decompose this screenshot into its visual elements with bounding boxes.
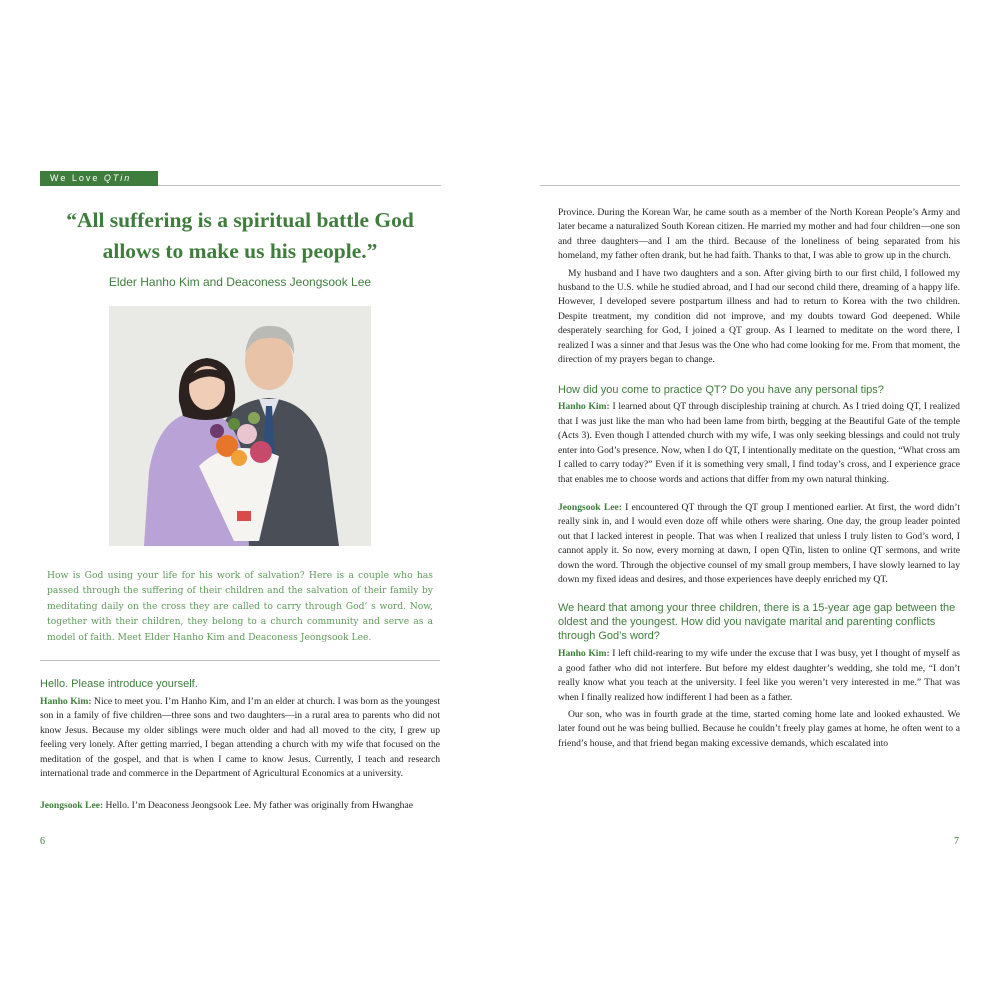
section-tab bbox=[40, 171, 158, 186]
answer-jeongsook-2-text: I encountered QT through the QT group I mentioned earlier. At first, the word didn’t really sink in, and I would even doze off while others were sharing. One day, the group leader pointed out that I lacked interest in people. That was when I realized that unless I truly listen to God’s word, I cannot apply it. So now, every morning at dawn, I open QTin, listen to online QT sermons, and write down the word. Through the objective counsel of my small group members, I have slowly learned to lay down my fixed ideas and desires, and those experiences have deeply enriched my QT. bbox=[558, 501, 960, 585]
section-tab-prefix: We Love bbox=[50, 173, 104, 183]
speaker-label: Jeongsook Lee: bbox=[558, 501, 622, 513]
question-intro: Hello. Please introduce yourself. bbox=[40, 678, 198, 690]
paragraph-son: Our son, who was in fourth grade at the time, started coming home late and looked exhausted. We later found out he was being bullied. Because he couldn’t freely play games at home, he often went to a friend’s house, and that friend began making excessive demands, which escalated into bbox=[558, 708, 960, 749]
header-rule bbox=[158, 185, 441, 186]
article-subtitle: Elder Hanho Kim and Deaconess Jeongsook Lee bbox=[108, 275, 372, 289]
left-body bbox=[40, 677, 440, 814]
question-parenting: We heard that among your three children, there is a 15-year age gap between the oldest and the youngest. How did you navigate marital and parenting conflicts through God’s word? bbox=[558, 602, 956, 643]
answer-hanho-3-text: I left child-rearing to my wife under the excuse that I was busy, yet I thought of myself as a good father who did not interfere. But before my eldest daughter’s wedding, she told me, “I don’t really know what you teach at the university. I feel like you weren’t very interested in me.” That was when I finally realized how indifferent I had been as a father. bbox=[558, 648, 960, 703]
right-page bbox=[500, 0, 1000, 1000]
couple-photo bbox=[109, 306, 371, 546]
speaker-label: Hanho Kim: bbox=[558, 401, 610, 413]
answer-hanho-3 bbox=[558, 647, 960, 705]
page-number-right: 7 bbox=[954, 836, 959, 847]
question-qt-tips: How did you come to practice QT? Do you have any personal tips? bbox=[558, 384, 884, 397]
speaker-label: Jeongsook Lee: bbox=[40, 800, 104, 812]
answer-hanho-1 bbox=[40, 695, 440, 781]
speaker-label: Hanho Kim: bbox=[40, 696, 92, 707]
speaker-label: Hanho Kim: bbox=[558, 648, 610, 660]
intro-paragraph: How is God using your life for his work of salvation? Here is a couple who has passed through the suffering of their children and the salvation of their family by meditating daily on the cross they are called to carry through God’ s word. Now, together with their children, they belong to a church community and serve as a model of faith. Meet Elder Hanho Kim and Deaconess Jeongsook Lee. bbox=[47, 570, 433, 643]
paragraph-family: My husband and I have two daughters and a son. After giving birth to our first child, I followed my husband to the U.S. while he studied abroad, and I had our second child there, dreaming of a happy life. However, I developed severe postpartum illness and had to return to Korea with the two children. Despite treatment, my condition did not improve, and my doubts toward God deepened. While desperately searching for God, I joined a QT group. As I learned to meditate on the word there, I realized I was a sinner and that Jesus was the One who had come looking for me. From that moment, the direction of my prayers began to change. bbox=[558, 267, 960, 366]
header-rule bbox=[540, 185, 960, 186]
answer-hanho-2-text: I learned about QT through discipleship training at church. As I tried doing QT, I realized that I was just like the man who had been lame from birth, begging at the Beautiful Gate of the temple (Acts 3). Even though I attended church with my wife, I was only seeking blessings and could not truly enter into God’s presence. Now, when I do QT, I intentionally meditate on the question, “What cross am I called to carry today?” Even if it is something very small, I find today’s cross, and I experience grace that enables me to choose words and actions that differ from my own natural thinking. bbox=[558, 401, 960, 485]
answer-jeongsook-1-text: Hello. I’m Deaconess Jeongsook Lee. My father was originally from Hwanghae bbox=[103, 800, 413, 812]
intro-rule bbox=[40, 660, 440, 661]
page-number-left: 6 bbox=[40, 836, 45, 847]
section-tab-qtin: QTin bbox=[103, 173, 132, 183]
answer-hanho-2 bbox=[558, 400, 960, 486]
answer-jeongsook-1 bbox=[40, 799, 440, 813]
article-title: “All suffering is a spiritual battle God allows to make us his people.” bbox=[66, 208, 414, 263]
answer-hanho-1-text: Nice to meet you. I’m Hanho Kim, and I’m an elder at church. I was born as the youngest son in a family of five children—three sons and two daughters—in a rural area to parents who did not know Jesus. Because my older siblings were much older and had all moved to the city, I grew up feeling very lonely. After getting married, I began attending a church with my wife that focused on the meditation of the gospel, and that is when I came to know Jesus. Currently, I teach and research international trade and commerce in the Department of Agricultural Economics at a university. bbox=[40, 696, 440, 780]
answer-jeongsook-2 bbox=[558, 501, 960, 587]
paragraph-continued: Province. During the Korean War, he came south as a member of the North Korean People’s Army and later became a naturalized South Korean citizen. He married my mother and had four children—one son and three daughters—and I am the third. Because of the loneliness of being separated from his homeland, my father often drank, but he had faith. Thanks to that, I was able to grow up in the church. bbox=[558, 207, 960, 262]
right-body bbox=[558, 206, 960, 751]
